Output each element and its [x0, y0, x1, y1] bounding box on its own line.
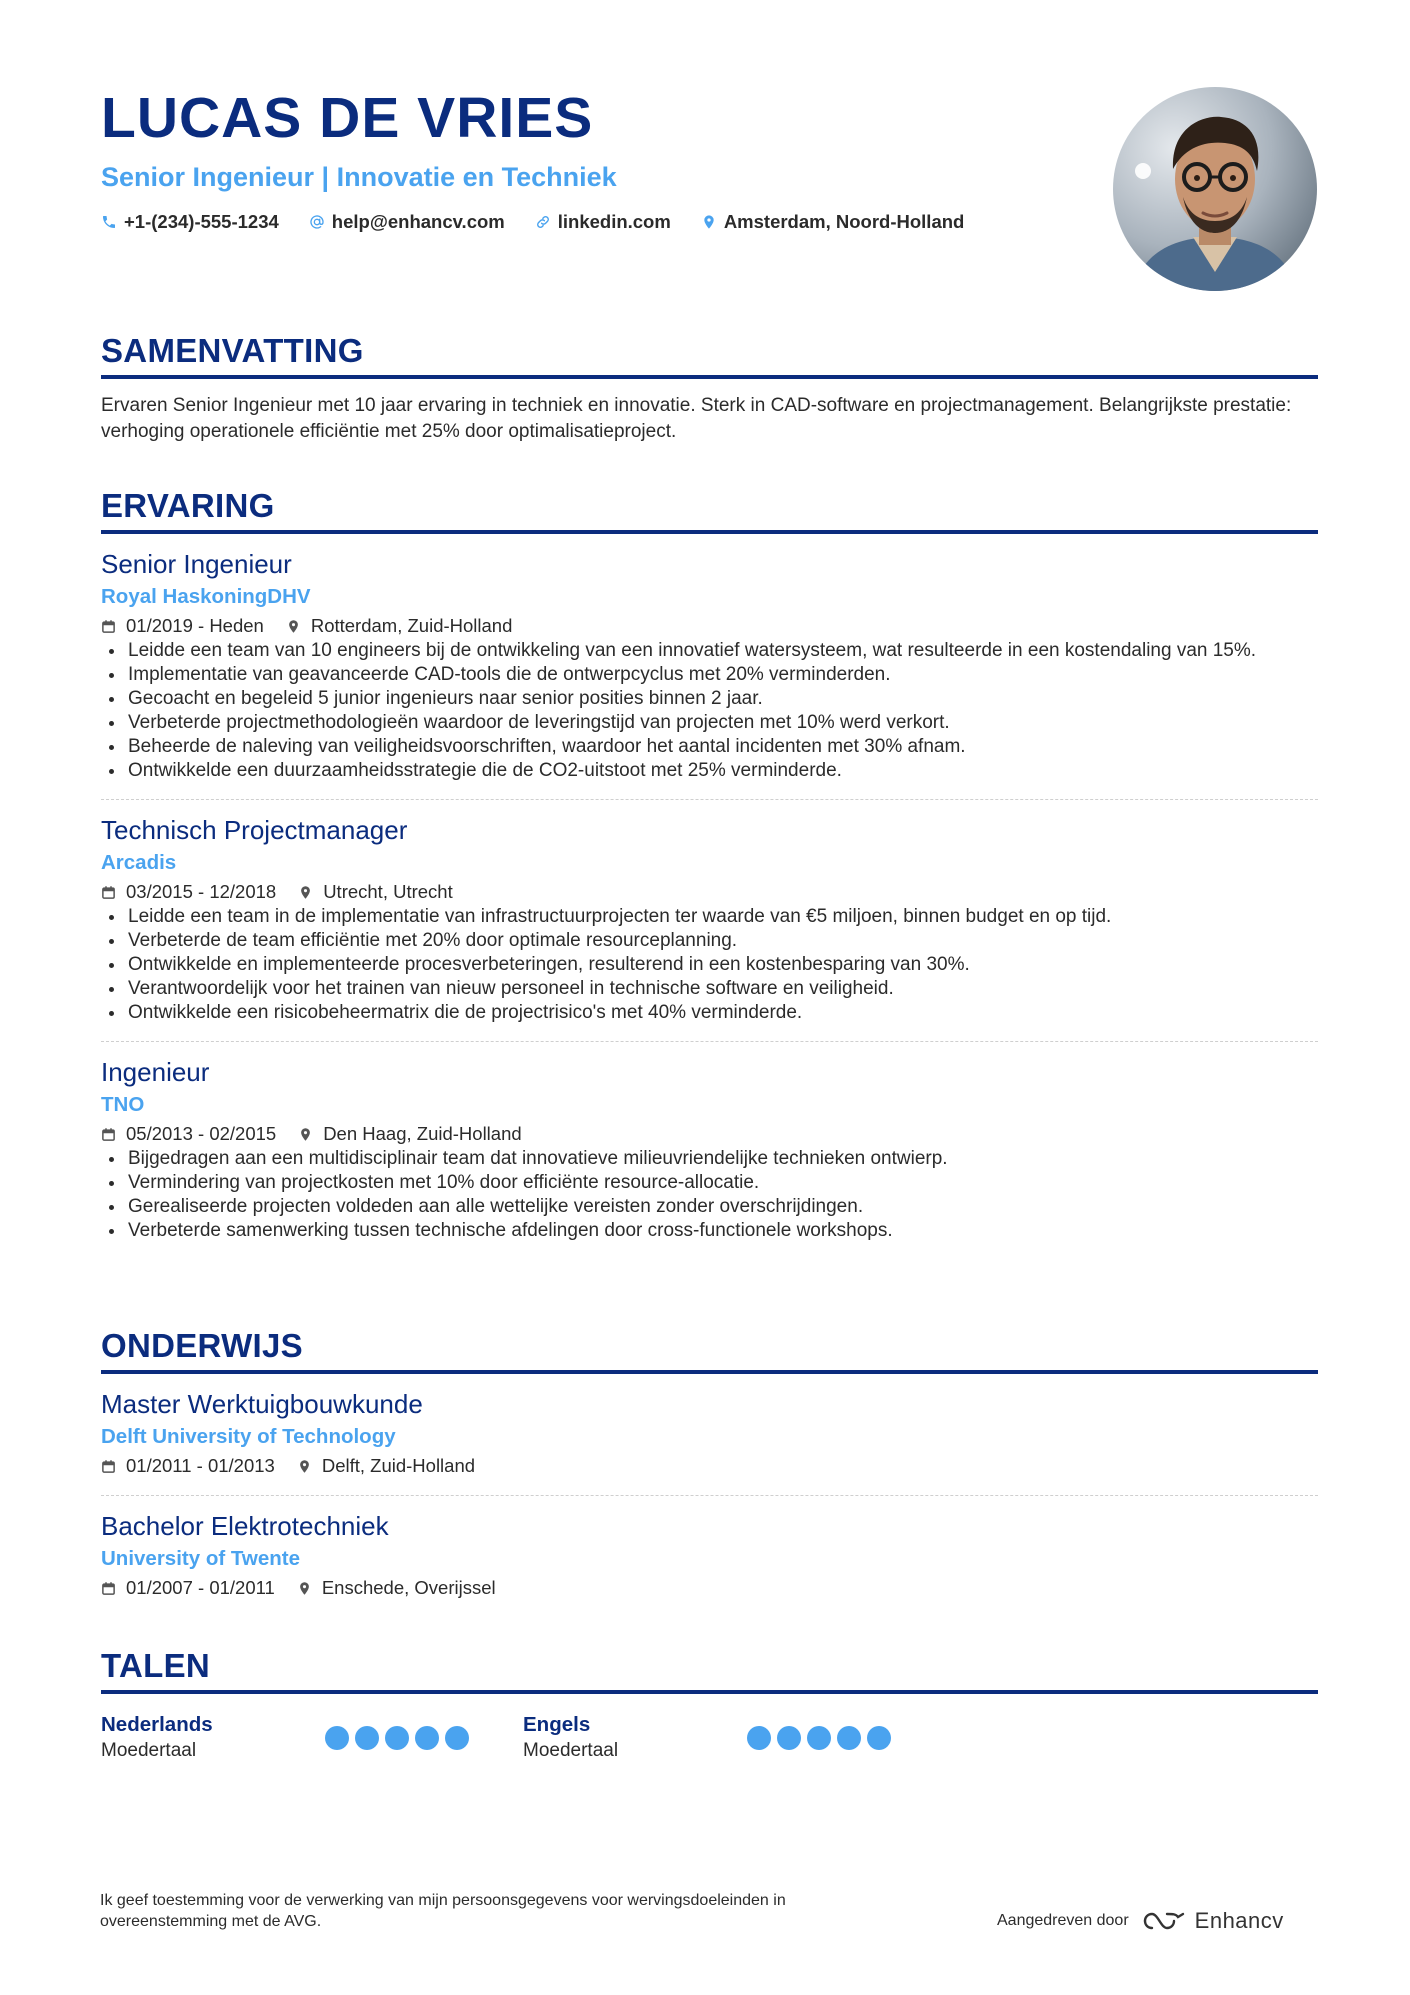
- entry-divider: [101, 1495, 1318, 1496]
- degree-title: Master Werktuigbouwkunde: [101, 1389, 423, 1419]
- job-meta: [101, 613, 1318, 639]
- contact-bar: [101, 211, 1081, 233]
- experience-entry: [101, 814, 1318, 1025]
- job-dates: 05/2013 - 02/2015: [126, 1123, 277, 1144]
- calendar-icon: [101, 1459, 116, 1474]
- enhancv-logo-icon: [1141, 1910, 1187, 1932]
- rating-dot: [837, 1726, 861, 1750]
- list-item: Implementatie van geavanceerde CAD-tools die de ontwerpcyclus met 20% verminderden.: [101, 663, 1318, 687]
- consent-footer: Ik geef toestemming voor de verwerking van mijn persoonsgegevens voor wervingsdoeleinden in overeenstemming met de AVG.: [100, 1892, 786, 1930]
- rating-dot: [385, 1726, 409, 1750]
- location-text: Amsterdam, Noord-Holland: [723, 211, 965, 232]
- experience-entry: [101, 548, 1318, 783]
- link-icon: [535, 214, 551, 230]
- contact-phone[interactable]: [101, 211, 279, 233]
- linkedin-text: linkedin.com: [557, 211, 671, 232]
- list-item: Ontwikkelde een duurzaamheidsstrategie die de CO2-uitstoot met 25% verminderde.: [101, 759, 1318, 783]
- calendar-icon: [101, 1127, 116, 1142]
- company-name: Arcadis: [101, 851, 177, 874]
- language-level: Moedertaal: [101, 1740, 197, 1761]
- company-name: Royal HaskoningDHV: [101, 585, 311, 608]
- entry-divider: [101, 1041, 1318, 1042]
- list-item: Verbeterde projectmethodologieën waardoor de leveringstijd van projecten met 10% werd verkort.: [101, 711, 1318, 735]
- job-title: Technisch Projectmanager: [101, 815, 408, 845]
- language-name: Nederlands: [101, 1713, 213, 1736]
- profile-photo: [1113, 87, 1317, 291]
- education-dates: 01/2007 - 01/2011: [126, 1577, 275, 1598]
- language-item: [101, 1712, 523, 1764]
- education-meta: [101, 1453, 1318, 1479]
- job-bullets: [101, 1147, 1318, 1243]
- job-title: Senior Ingenieur: [101, 549, 292, 579]
- job-location: Utrecht, Utrecht: [323, 881, 453, 902]
- list-item: Bijgedragen aan een multidisciplinair team dat innovatieve milieuvriendelijke technieken ontwierp.: [101, 1147, 1318, 1171]
- education-entry: [101, 1510, 1318, 1601]
- phone-text: +1-(234)-555-1234: [124, 211, 279, 232]
- rating-dot: [415, 1726, 439, 1750]
- location-pin-icon: [297, 1581, 312, 1596]
- powered-by: [997, 1908, 1284, 1934]
- rating-dot: [807, 1726, 831, 1750]
- job-meta: [101, 1121, 1318, 1147]
- contact-linkedin[interactable]: [535, 211, 671, 233]
- location-pin-icon: [297, 1459, 312, 1474]
- location-pin-icon: [298, 1127, 313, 1142]
- list-item: Gerealiseerde projecten voldeden aan alle wettelijke vereisten zonder overschrijdingen.: [101, 1195, 1318, 1219]
- section-divider: [101, 530, 1318, 534]
- rating-dot: [325, 1726, 349, 1750]
- language-rating: [747, 1726, 891, 1764]
- calendar-icon: [101, 1581, 116, 1596]
- education-entry: [101, 1388, 1318, 1479]
- job-location: Rotterdam, Zuid-Holland: [310, 615, 513, 636]
- summary-section: [101, 331, 1318, 445]
- languages-heading: TALEN: [101, 1647, 211, 1684]
- brand-logo[interactable]: [1141, 1908, 1284, 1934]
- experience-section: [101, 486, 1318, 1243]
- job-dates: 01/2019 - Heden: [126, 615, 264, 636]
- location-pin-icon: [701, 214, 717, 230]
- contact-email[interactable]: [309, 211, 505, 233]
- entry-divider: [101, 799, 1318, 800]
- contact-location: [701, 211, 965, 233]
- experience-heading: ERVARING: [101, 487, 275, 524]
- language-item: [523, 1712, 945, 1764]
- experience-entry: [101, 1056, 1318, 1243]
- email-text: help@enhancv.com: [331, 211, 505, 232]
- list-item: Vermindering van projectkosten met 10% door efficiënte resource-allocatie.: [101, 1171, 1318, 1195]
- list-item: Verbeterde de team efficiëntie met 20% door optimale resourceplanning.: [101, 929, 1318, 953]
- list-item: Verantwoordelijk voor het trainen van nieuw personeel in technische software en veiligheid.: [101, 977, 1318, 1001]
- education-section: [101, 1326, 1318, 1601]
- school-name: Delft University of Technology: [101, 1425, 396, 1448]
- degree-title: Bachelor Elektrotechniek: [101, 1511, 389, 1541]
- brand-name: Enhancv: [1194, 1908, 1284, 1933]
- list-item: Leidde een team van 10 engineers bij de ontwikkeling van een innovatief watersysteem, wat resulteerde in een kostendaling van 15%.: [101, 639, 1318, 663]
- job-dates: 03/2015 - 12/2018: [126, 881, 277, 902]
- list-item: Verbeterde samenwerking tussen technische afdelingen door cross-functionele workshops.: [101, 1219, 1318, 1243]
- summary-heading: SAMENVATTING: [101, 332, 364, 369]
- job-bullets: [101, 639, 1318, 783]
- education-location: Enschede, Overijssel: [321, 1577, 496, 1598]
- rating-dot: [355, 1726, 379, 1750]
- candidate-name: LUCAS DE VRIES: [101, 86, 594, 150]
- language-level: Moedertaal: [523, 1740, 619, 1761]
- powered-by-label: Aangedreven door: [997, 1912, 1129, 1929]
- list-item: Gecoacht en begeleid 5 junior ingenieurs naar senior posities binnen 2 jaar.: [101, 687, 1318, 711]
- list-item: Leidde een team in de implementatie van infrastructuurprojecten ter waarde van €5 miljoen, binnen budget en op tijd.: [101, 905, 1318, 929]
- rating-dot: [867, 1726, 891, 1750]
- location-pin-icon: [286, 619, 301, 634]
- education-heading: ONDERWIJS: [101, 1327, 303, 1364]
- candidate-title: Senior Ingenieur | Innovatie en Techniek: [101, 162, 617, 192]
- languages-section: [101, 1646, 1318, 1764]
- language-name: Engels: [523, 1713, 591, 1736]
- list-item: Ontwikkelde en implementeerde procesverbeteringen, resulterend in een kostenbesparing van 30%.: [101, 953, 1318, 977]
- education-meta: [101, 1575, 1318, 1601]
- languages-list: [101, 1712, 1318, 1764]
- education-location: Delft, Zuid-Holland: [321, 1455, 476, 1476]
- section-divider: [101, 1690, 1318, 1694]
- section-divider: [101, 1370, 1318, 1374]
- at-icon: [309, 214, 325, 230]
- company-name: TNO: [101, 1093, 145, 1116]
- summary-text: Ervaren Senior Ingenieur met 10 jaar ervaring in techniek en innovatie. Sterk in CAD-software en projectmanagement. Belangrijkste prestatie: verhoging operationele efficiëntie met 25% door optimalisatieproject.: [101, 395, 1292, 442]
- education-dates: 01/2011 - 01/2013: [126, 1455, 275, 1476]
- job-meta: [101, 879, 1318, 905]
- resume-header: [101, 86, 1081, 233]
- rating-dot: [777, 1726, 801, 1750]
- location-pin-icon: [298, 885, 313, 900]
- job-bullets: [101, 905, 1318, 1025]
- language-rating: [325, 1726, 469, 1764]
- job-title: Ingenieur: [101, 1057, 210, 1087]
- job-location: Den Haag, Zuid-Holland: [323, 1123, 522, 1144]
- list-item: Beheerde de naleving van veiligheidsvoorschriften, waardoor het aantal incidenten met 30% afnam.: [101, 735, 1318, 759]
- rating-dot: [747, 1726, 771, 1750]
- school-name: University of Twente: [101, 1547, 300, 1570]
- calendar-icon: [101, 619, 116, 634]
- calendar-icon: [101, 885, 116, 900]
- list-item: Ontwikkelde een risicobeheermatrix die de projectrisico's met 40% verminderde.: [101, 1001, 1318, 1025]
- phone-icon: [101, 214, 117, 230]
- rating-dot: [445, 1726, 469, 1750]
- section-divider: [101, 375, 1318, 379]
